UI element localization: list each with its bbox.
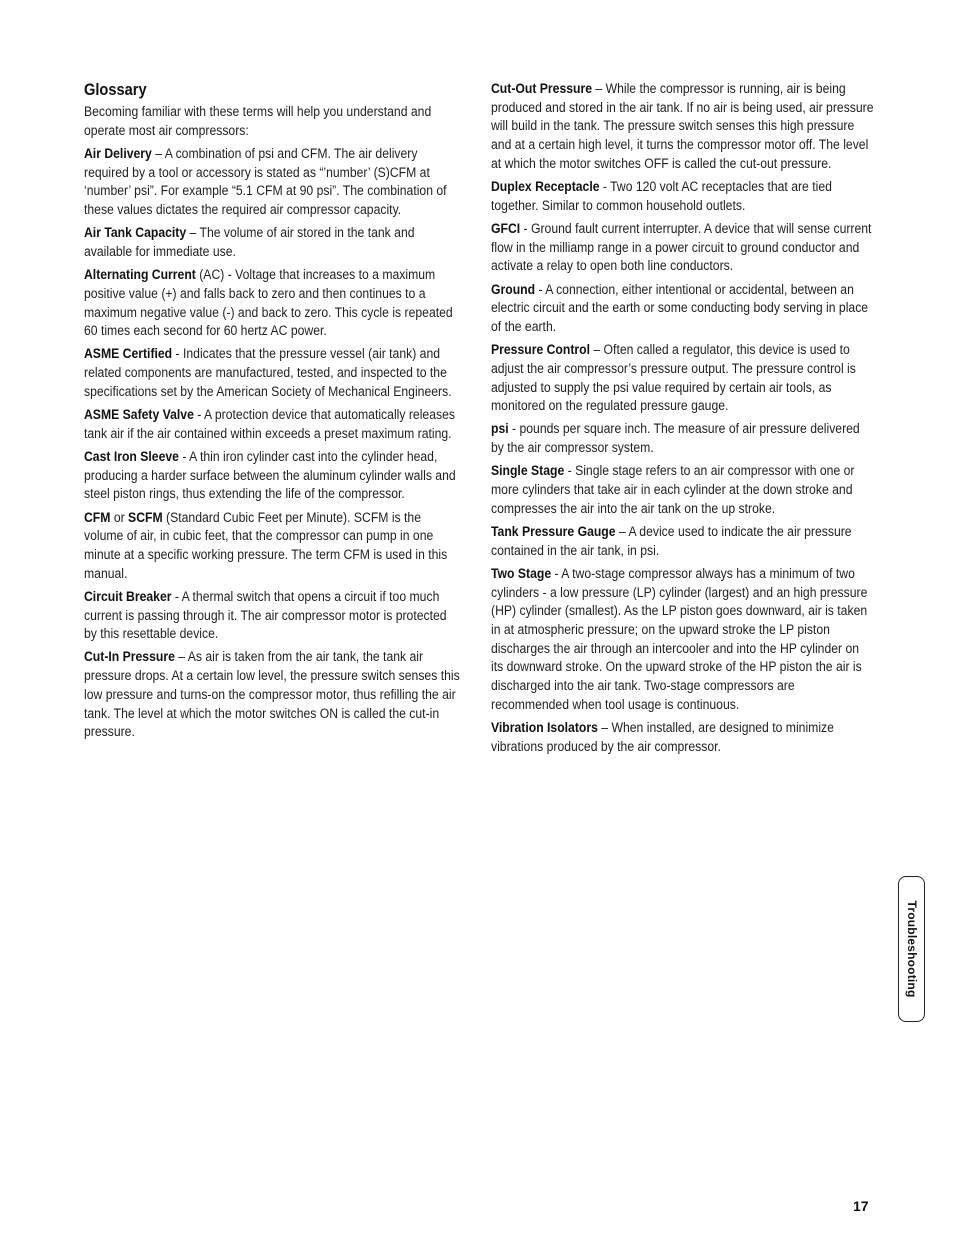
- glossary-entry: [491, 80, 874, 174]
- glossary-entry: [84, 145, 462, 220]
- glossary-definition: – As air is taken from the air tank, the tank air pressure drops. At a certain low level, the pressure switch senses this low pressure and turns-on the compressor motor, thus refilling the air tank. The level at which the motor switches ON is called the cut-in pressure.: [84, 649, 460, 741]
- glossary-term: Pressure Control: [491, 342, 590, 359]
- glossary-definition: (AC) - Voltage that increases to a maximum positive value (+) and falls back to zero and then continues to a maximum negative value (-) and back to zero. This cycle is repeated 60 times each second for 60 hertz AC power.: [84, 267, 453, 340]
- glossary-definition: - pounds per square inch. The measure of air pressure delivered by the air compressor system.: [491, 421, 860, 457]
- glossary-term: GFCI: [491, 220, 521, 237]
- glossary-term: ASME Safety Valve: [84, 407, 194, 424]
- glossary-definition: – The volume of air stored in the tank and available for immediate use.: [84, 225, 415, 260]
- glossary-heading: Glossary: [84, 80, 147, 99]
- glossary-definition: – A combination of psi and CFM. The air delivery required by a tool or accessory is stated as “’number’ (S)CFM at ‘number’ psi”. For example “5.1 CFM at 90 psi”. The combination of these values dictates the required air compressor capacity.: [84, 145, 447, 219]
- glossary-definition: – While the compressor is running, air is being produced and stored in the air tank. If no air is being used, air pressure will build in the tank. The pressure switch senses this high pressure and at a certain high level, it turns the compressor motor off. The level at which the motor switches OFF is called the cut-out pressure.: [491, 81, 874, 172]
- glossary-term: Ground: [491, 281, 536, 298]
- glossary-definition: - A connection, either intentional or accidental, between an electric circuit and the earth or some conducting body serving in place of the earth.: [491, 281, 869, 335]
- glossary-entry: [491, 281, 874, 337]
- glossary-term: Cut-In Pressure: [84, 649, 175, 666]
- glossary-entry: [491, 719, 874, 756]
- section-tab-troubleshooting[interactable]: [898, 876, 925, 1022]
- glossary-term: CFM: [84, 509, 111, 526]
- glossary-definition: - Ground fault current interrupter. A device that will sense current flow in the milliamp range in a power circuit to ground conductor and activate a relay to open both line conductors.: [491, 220, 872, 275]
- glossary-entry: [84, 345, 462, 401]
- glossary-definition: – A device used to indicate the air pressure contained in the air tank, in psi.: [491, 523, 852, 559]
- glossary-entry: [491, 420, 874, 457]
- glossary-entry: [84, 588, 462, 644]
- glossary-left-column: [84, 79, 462, 747]
- glossary-entry: [84, 406, 462, 443]
- glossary-entry: [491, 565, 874, 715]
- glossary-definition: (Standard Cubic Feet per Minute). SCFM is the volume of air, in cubic feet, that the compressor can pump in one minute at a specific working pressure. The term CFM is used in this manual.: [84, 509, 448, 582]
- glossary-entry: [84, 224, 462, 261]
- glossary-term-connector: or: [110, 509, 129, 526]
- glossary-term: Air Delivery: [84, 145, 152, 162]
- glossary-term: Two Stage: [491, 565, 552, 582]
- page-number: 17: [853, 1198, 869, 1214]
- glossary-intro: Becoming familiar with these terms will help you understand and operate most air compressors:: [84, 104, 432, 139]
- glossary-term: Alternating Current: [84, 267, 196, 284]
- glossary-entry: [84, 266, 462, 341]
- glossary-entry: [84, 448, 462, 504]
- glossary-term-alt: SCFM: [128, 509, 163, 526]
- glossary-term: Vibration Isolators: [491, 720, 598, 736]
- glossary-entry: [491, 523, 874, 560]
- glossary-term: Duplex Receptacle: [491, 179, 600, 196]
- left-entry-list: [84, 145, 462, 742]
- glossary-entry: [491, 462, 874, 518]
- glossary-right-column: [491, 79, 874, 761]
- glossary-definition: - Two 120 volt AC receptacles that are tied together. Similar to common household outlets.: [491, 179, 832, 214]
- glossary-term: Cast Iron Sleeve: [84, 448, 179, 465]
- section-tab-label: Troubleshooting: [904, 900, 919, 998]
- glossary-term: psi: [491, 421, 509, 438]
- glossary-entry: [84, 509, 462, 584]
- glossary-term: Air Tank Capacity: [84, 225, 187, 242]
- glossary-definition: – When installed, are designed to minimize vibrations produced by the air compressor.: [491, 720, 834, 755]
- glossary-term: ASME Certified: [84, 346, 173, 363]
- glossary-entry: [491, 178, 874, 215]
- glossary-entry: [84, 648, 462, 742]
- glossary-entry: [491, 341, 874, 416]
- glossary-term: Single Stage: [491, 463, 565, 480]
- glossary-entry: [491, 220, 874, 276]
- right-entry-list: [491, 80, 874, 756]
- glossary-definition: - A two-stage compressor always has a minimum of two cylinders - a low pressure (LP) cylinder (largest) and an high pressure (HP) cylinder (smallest). As the LP piston goes downward, air is taken in at atmospheric pressure; on the upward stroke the LP piston discharges the air through an intercooler and into the HP cylinder on its downward stroke. On the upward stroke of the HP piston the air is discharged into the air tank. Two-stage compressors are recommended when tool usage is continuous.: [491, 565, 868, 713]
- glossary-definition: - Indicates that the pressure vessel (air tank) and related components are manufactured, tested, and inspected to the specifications set by the American Society of Mechanical Engineers.: [84, 346, 452, 400]
- glossary-definition: - A protection device that automatically releases tank air if the air contained within exceeds a preset maximum rating.: [84, 407, 455, 442]
- glossary-term: Circuit Breaker: [84, 588, 172, 605]
- glossary-term: Cut-Out Pressure: [491, 81, 593, 97]
- glossary-definition: – Often called a regulator, this device is used to adjust the air compressor’s pressure output. The pressure control is adjusted to supply the psi value required by certain air tools, as monitored on the regulated pressure gauge.: [491, 342, 856, 415]
- glossary-definition: - A thermal switch that opens a circuit if too much current is passing through it. The air compressor motor is protected by this resettable device.: [84, 588, 447, 643]
- glossary-definition: - A thin iron cylinder cast into the cylinder head, producing a harder surface between the aluminum cylinder walls and steel piston rings, thus extending the life of the compressor.: [84, 448, 456, 503]
- glossary-term: Tank Pressure Gauge: [491, 523, 616, 540]
- glossary-definition: - Single stage refers to an air compressor with one or more cylinders that take air in each cylinder at the down stroke and compresses the air into the air tank on the up stroke.: [491, 463, 855, 517]
